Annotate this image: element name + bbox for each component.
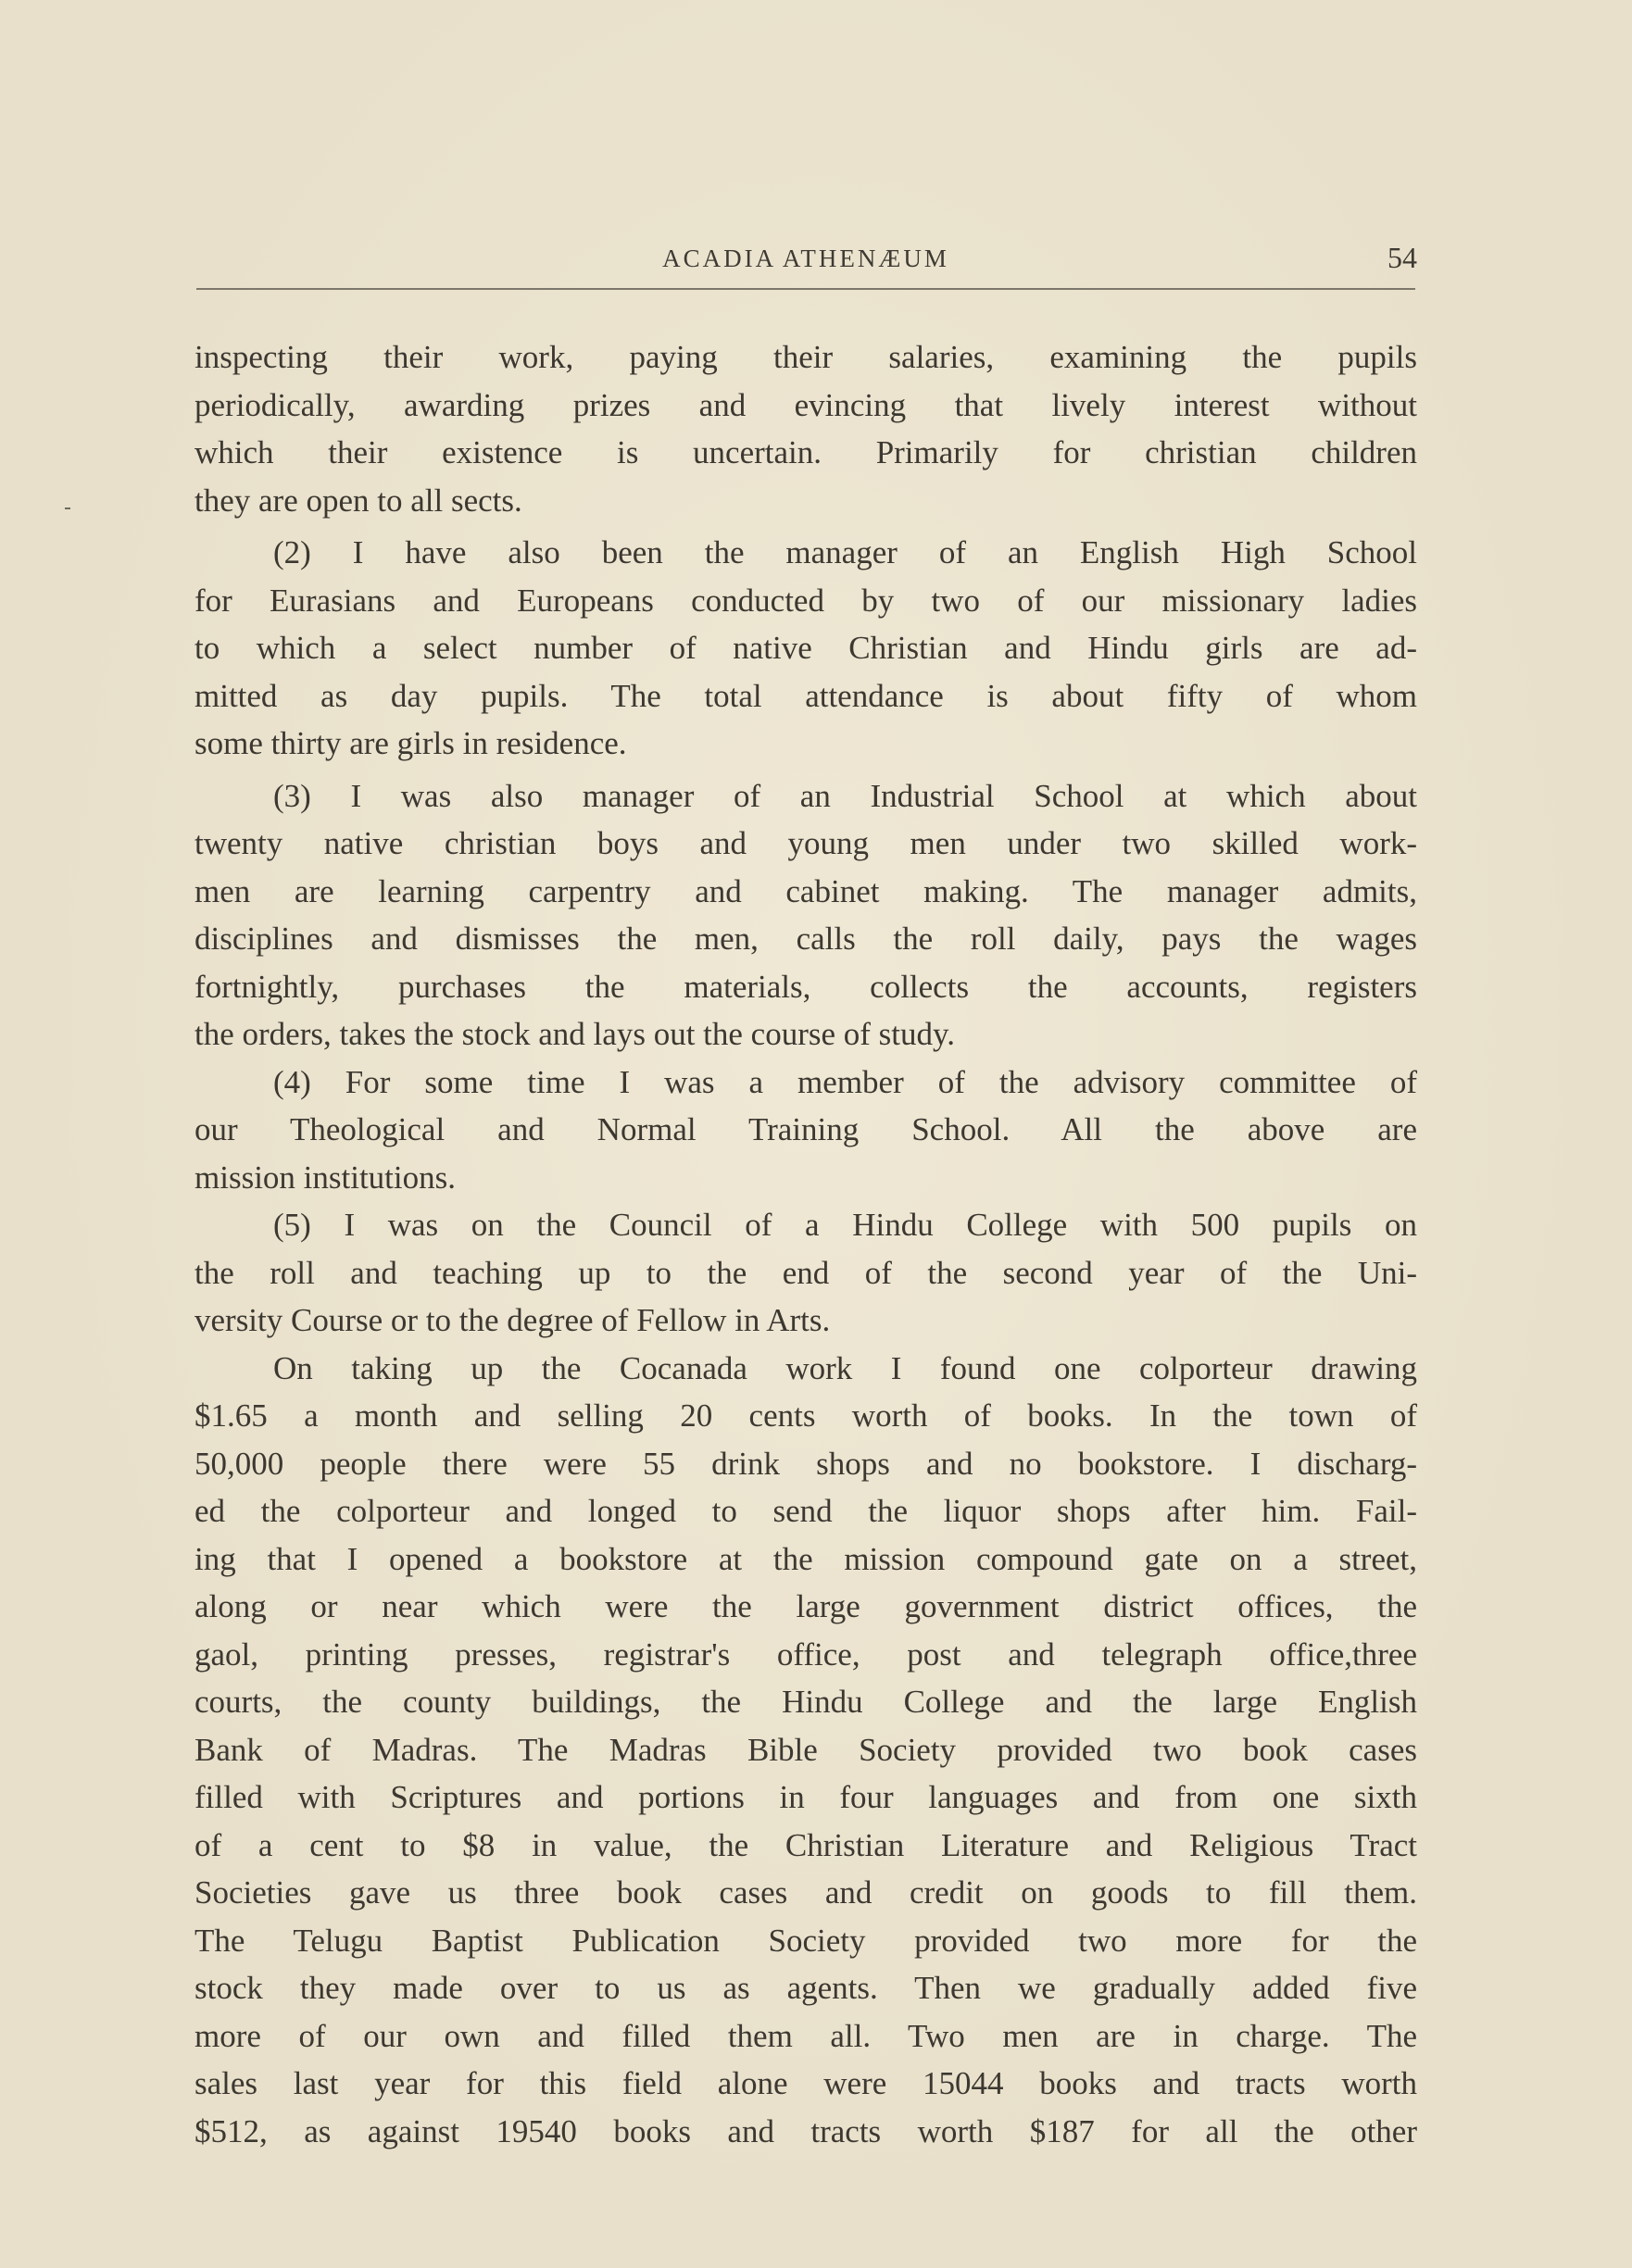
running-head [195, 239, 1417, 276]
text-line: $512, as against 19540 books and tracts worth $187 for all the other [195, 2112, 1417, 2149]
text-line: Societies gave us three book cases and credit on goods to fill them. [195, 1874, 1417, 1911]
text-line: (3) I was also manager of an Industrial School at which about [273, 777, 1417, 814]
journal-title: ACADIA ATHENÆUM [662, 244, 949, 272]
text-line: men are learning carpentry and cabinet making. The manager admits, [195, 872, 1417, 909]
text-line: more of our own and filled them all. Two men are in charge. The [195, 2017, 1417, 2054]
text-line: for Eurasians and Europeans conducted by two of our missionary ladies [195, 582, 1417, 619]
text-line: to which a select number of native Christian and Hindu girls are ad- [195, 630, 1417, 666]
header-rule [196, 288, 1415, 290]
text-line: courts, the county buildings, the Hindu College and the large English [195, 1684, 1417, 1720]
text-line: stock they made over to us as agents. Then we gradually added five [195, 1970, 1417, 2006]
text-line: ing that I opened a bookstore at the mission compound gate on a street, [195, 1540, 1417, 1577]
article-body [195, 333, 1417, 2155]
text-line: inspecting their work, paying their salaries, examining the pupils [195, 339, 1417, 375]
text-line: (5) I was on the Council of a Hindu College with 500 pupils on [273, 1207, 1417, 1243]
text-line: mitted as day pupils. The total attendance is about fifty of whom [195, 677, 1417, 714]
text-line: which their existence is uncertain. Primarily for christian children [195, 434, 1417, 470]
text-line: our Theological and Normal Training School. All the above are [195, 1111, 1417, 1147]
text-line: fortnightly, purchases the materials, collects the accounts, registers [195, 968, 1417, 1005]
text-line: twenty native christian boys and young men under two skilled work- [195, 825, 1417, 861]
text-line: On taking up the Cocanada work I found one colporteur drawing [273, 1349, 1417, 1386]
text-line: they are open to all sects. [195, 482, 522, 519]
text-line: filled with Scriptures and portions in four languages and from one sixth [195, 1779, 1417, 1815]
text-line: along or near which were the large government district offices, the [195, 1588, 1417, 1624]
page-number: 54 [1387, 241, 1417, 274]
text-line: The Telugu Baptist Publication Society provided two more for the [195, 1922, 1417, 1959]
text-line: periodically, awarding prizes and evincing that lively interest without [195, 386, 1417, 423]
text-line: 50,000 people there were 55 drink shops and no bookstore. I discharg- [195, 1445, 1417, 1482]
text-line: mission institutions. [195, 1159, 456, 1196]
margin-mark [65, 507, 70, 509]
text-line: Bank of Madras. The Madras Bible Society provided two book cases [195, 1731, 1417, 1768]
text-line: disciplines and dismisses the men, calls the roll daily, pays the wages [195, 921, 1417, 957]
text-line: ed the colporteur and longed to send the liquor shops after him. Fail- [195, 1493, 1417, 1529]
text-line: the roll and teaching up to the end of the second year of the Uni- [195, 1254, 1417, 1291]
text-line: versity Course or to the degree of Fellow in Arts. [195, 1302, 831, 1338]
text-line: sales last year for this field alone were 15044 books and tracts worth [195, 2065, 1417, 2101]
text-line: of a cent to $8 in value, the Christian Literature and Religious Tract [195, 1826, 1417, 1863]
text-line: (2) I have also been the manager of an English High School [273, 534, 1417, 570]
text-line: the orders, takes the stock and lays out the course of study. [195, 1016, 955, 1052]
text-line: (4) For some time I was a member of the advisory committee of [273, 1063, 1417, 1100]
text-line: gaol, printing presses, registrar's office, post and telegraph office,three [195, 1635, 1417, 1673]
text-line: $1.65 a month and selling 20 cents worth of books. In the town of [195, 1397, 1417, 1434]
text-line: some thirty are girls in residence. [195, 725, 627, 761]
